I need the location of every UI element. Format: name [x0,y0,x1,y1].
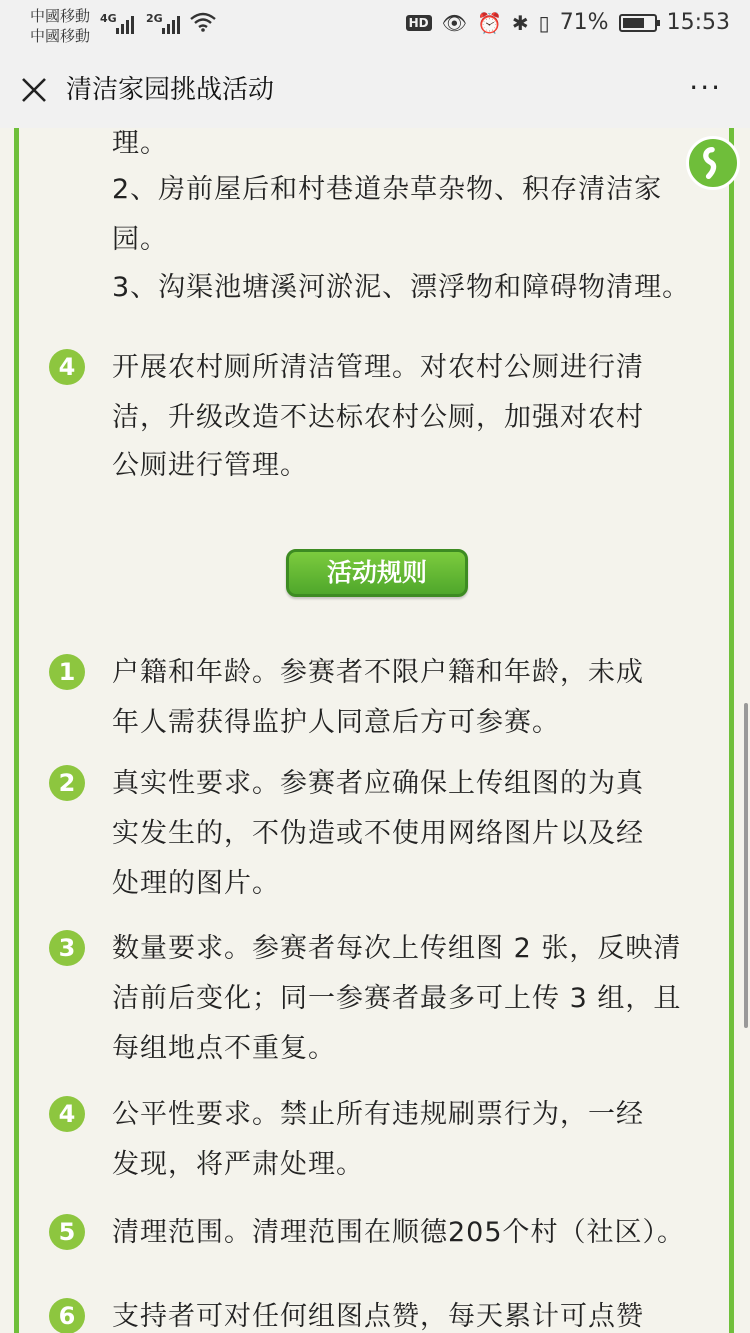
number-badge: 4 [49,349,85,385]
section-4-line: 公厕进行管理。 [112,450,308,481]
section-4-line: 洁，升级改造不达标农村公厕，加强对农村 [112,402,644,433]
right-green-border [729,128,734,1333]
list-item-2: 2、房前屋后和村巷道杂草杂物、积存清洁家 [112,174,663,205]
close-icon[interactable] [16,72,52,108]
rule-line: 支持者可对任何组图点赞，每天累计可点赞 [112,1301,644,1332]
wifi-icon [190,12,216,32]
list-item-2-cont: 园。 [112,224,168,255]
rule-line: 实发生的，不伪造或不使用网络图片以及经 [112,818,644,849]
rule-line: 户籍和年龄。参赛者不限户籍和年龄，未成 [112,657,644,688]
section-4-line: 开展农村厕所清洁管理。对农村公厕进行清 [112,352,644,383]
list-item-3: 3、沟渠池塘溪河淤泥、漂浮物和障碍物清理。 [112,272,691,303]
status-bar [0,0,750,52]
nav-bar [0,52,750,128]
carrier-info [30,6,90,46]
status-right [406,10,730,35]
left-green-border [14,128,19,1333]
article-content[interactable] [0,128,750,1333]
rule-line: 真实性要求。参赛者应确保上传组图的为真 [112,768,644,799]
rule-line: 清理范围。清理范围在顺德205个村（社区）。 [112,1217,686,1248]
rules-section-header: 活动规则 [286,549,468,597]
network-type-2: 2G [146,12,163,25]
rule-line: 处理的图片。 [112,868,280,899]
number-badge: 2 [49,765,85,801]
number-badge: 4 [49,1096,85,1132]
rule-line: 发现，将严肃处理。 [112,1149,364,1180]
signal-icon-2 [162,14,180,34]
number-badge: 6 [49,1298,85,1333]
alarm-icon: ⏰ [477,10,502,35]
number-badge: 5 [49,1214,85,1250]
rule-line: 数量要求。参赛者每次上传组图 2 张，反映清 [112,933,682,964]
eye-icon: 👁 [441,10,467,35]
page-title: 清洁家园挑战活动 [66,75,275,105]
text-line: 理。 [112,128,168,159]
battery-icon [619,14,657,32]
number-badge: 3 [49,930,85,966]
rule-line: 年人需获得监护人同意后方可参赛。 [112,707,560,738]
number-badge: 1 [49,654,85,690]
rule-line: 洁前后变化；同一参赛者最多可上传 3 组，且 [112,983,682,1014]
bluetooth-icon: ✱ [511,10,529,35]
signal-icon-1 [116,14,134,34]
battery-percent: 71% [559,10,609,35]
vibrate-icon: ▯ [538,10,550,35]
scrollbar[interactable] [744,703,748,1028]
hd-icon: HD [406,15,432,31]
rule-line: 公平性要求。禁止所有违规刷票行为，一经 [112,1099,644,1130]
rule-line: 每组地点不重复。 [112,1033,336,1064]
clock: 15:53 [666,10,730,35]
network-type-1: 4G [100,12,117,25]
battery-fill [623,18,644,28]
carrier-1: 中國移動 [30,7,91,25]
more-menu-button[interactable]: ··· [689,71,722,104]
carrier-2: 中國移動 [30,27,91,45]
